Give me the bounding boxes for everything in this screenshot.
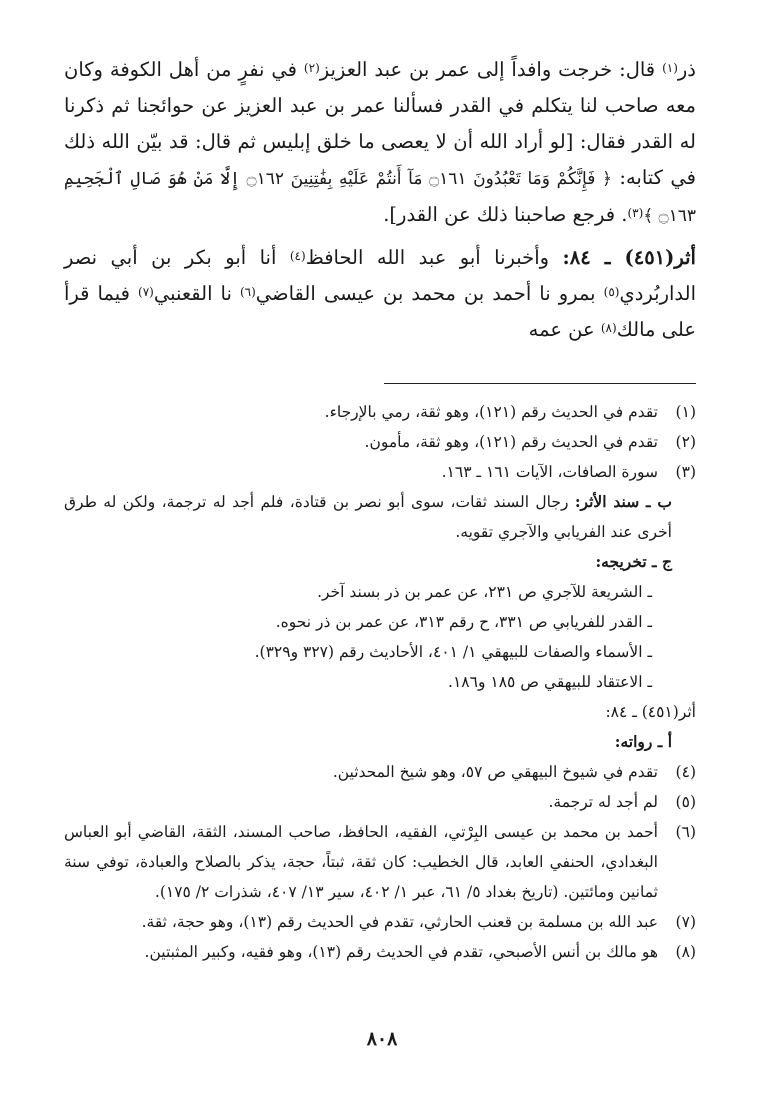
footnote-ref-5: (٥) xyxy=(603,285,620,299)
takhrij-item: ـ الشريعة للآجري ص ٢٣١، عن عمر بن ذر بسند آخر. xyxy=(317,583,652,601)
sanad-label: ب ـ سند الأثر: xyxy=(574,492,672,511)
quran-verse: ﴿ فَإِنَّكُمْ وَمَا تَعْبُدُونَ ۝١٦١ مَآ أَنتُمْ عَلَيْهِ بِفَٰتِنِينَ ۝١٦٢ إِلَّا مَنْ هُوَ صَالِ ٱلْجَحِيمِ ۝١٦٣ ﴾ xyxy=(64,169,696,226)
main-paragraph-1: ذر$^{(١)}$ قال: خرجت وافداً إلى عمر بن عبد العزيز$^{(٢)}$ في نفرٍ من أهل الكوفة وكان معه صاحب لنا يتكلم في القدر فسألنا عمر بن عبد العزيز عن حوائجنا ثم ذكرنا له القدر فقال: [لو أراد الله أن لا يعصى ما خلق إبليس ثم قال: قد بيّن الله ذلك في كتابه: ﴿ فَإِنَّكُمْ وَمَا تَعْبُدُونَ ۝١٦١ مَآ أَنتُمْ عَلَيْهِ بِفَٰتِنِينَ ۝١٦٢ إِلَّا مَنْ هُوَ صَالِ ٱلْجَحِيمِ ۝١٦٣ ﴾$^{(٣)}$. فرجع صاحبنا ذلك عن القدر]. xyxy=(64,58,696,226)
takhrij-label: ج ـ تخريجه: xyxy=(595,552,672,571)
footnote-ref-8: (٨) xyxy=(600,321,617,335)
page xyxy=(64,52,696,1106)
footnote-ref-1: (١) xyxy=(662,61,678,75)
athar-heading: أثر(٤٥١) ـ ٨٤: xyxy=(605,703,696,721)
page-number: ٨٠٨ xyxy=(366,1028,398,1050)
footnote-ref-6: (٦) xyxy=(239,285,256,299)
footnote-4: (٤) تقدم في شيوخ البيهقي ص ٥٧، وهو شيخ المحدثين. xyxy=(332,763,696,781)
athar-label: أثر(٤٥١) ـ ٨٤: xyxy=(562,246,696,269)
footnote-2: (٢) تقدم في الحديث رقم (١٢١)، وهو ثقة، مأمون. xyxy=(364,433,696,451)
footnote-1: (١) تقدم في الحديث رقم (١٢١)، وهو ثقة، رمي بالإرجاء. xyxy=(324,403,696,421)
footnote-ref-3: (٣) xyxy=(627,206,644,220)
footnote-ref-7: (٧) xyxy=(138,285,154,299)
takhrij-item: ـ الاعتقاد للبيهقي ص ١٨٥ و١٨٦. xyxy=(448,673,652,691)
ruwat-label: أ ـ رواته: xyxy=(614,732,672,751)
footnote-ref-2: (٢) xyxy=(303,61,320,75)
footnote-7: (٧) عبد الله بن مسلمة بن قعنب الحارثي، تقدم في الحديث رقم (١٣)، وهو حجة، ثقة. xyxy=(141,913,696,931)
main-text xyxy=(64,52,696,348)
takhrij-item: ـ الأسماء والصفات للبيهقي ١/ ٤٠١، الأحاديث رقم (٣٢٧ و٣٢٩). xyxy=(254,643,652,661)
footnote-5: (٥) لم أجد له ترجمة. xyxy=(548,793,696,811)
footnote-6: (٦) أحمد بن محمد بن عيسى البِرْتي، الفقيه، الحافظ، صاحب المسند، الثقة، القاضي أبو العباس البغدادي، الحنفي العابد، قال الخطيب: كان ثقة، ثبتاً، حجة، يذكر بالصلاح والعبادة، توفي سنة ثمانين ومائتين. (تاريخ بغداد ٥/ ٦١، عبر ١/ ٤٠٢، سير ١٣/ ٤٠٧، شذرات ٢/ ١٧٥). xyxy=(64,823,696,901)
footnotes xyxy=(64,397,696,967)
takhrij-item: ـ القدر للفريابي ص ٣٣١، ح رقم ٣١٣، عن عمر بن ذر نحوه. xyxy=(275,613,652,631)
footnote-3: (٣) سورة الصافات، الآيات ١٦١ ـ ١٦٣. xyxy=(441,463,696,481)
main-paragraph-2: أثر(٤٥١) ـ ٨٤: وأخبرنا أبو عبد الله الحافظ$^{(٤)}$ أنا أبو بكر بن أبي نصر الداربُردي$^{(٥)}$ بمرو نا أحمد بن محمد بن عيسى القاضي$^{(٦)}$ نا القعنبي$^{(٧)}$ فيما قرأ على مالك$^{(٨)}$ عن عمه xyxy=(64,246,697,341)
sanad-section: ب ـ سند الأثر: رجال السند ثقات، سوى أبو نصر بن قتادة، فلم أجد له ترجمة، ولكن له طرق أخرى عند الفريابي والآجري تقويه. xyxy=(64,492,672,541)
footnote-separator xyxy=(384,383,696,384)
footnote-ref-4: (٤) xyxy=(289,249,306,263)
footnote-8: (٨) هو مالك بن أنس الأصبحي، تقدم في الحديث رقم (١٣)، وهو فقيه، وكبير المثبتين. xyxy=(144,943,696,961)
